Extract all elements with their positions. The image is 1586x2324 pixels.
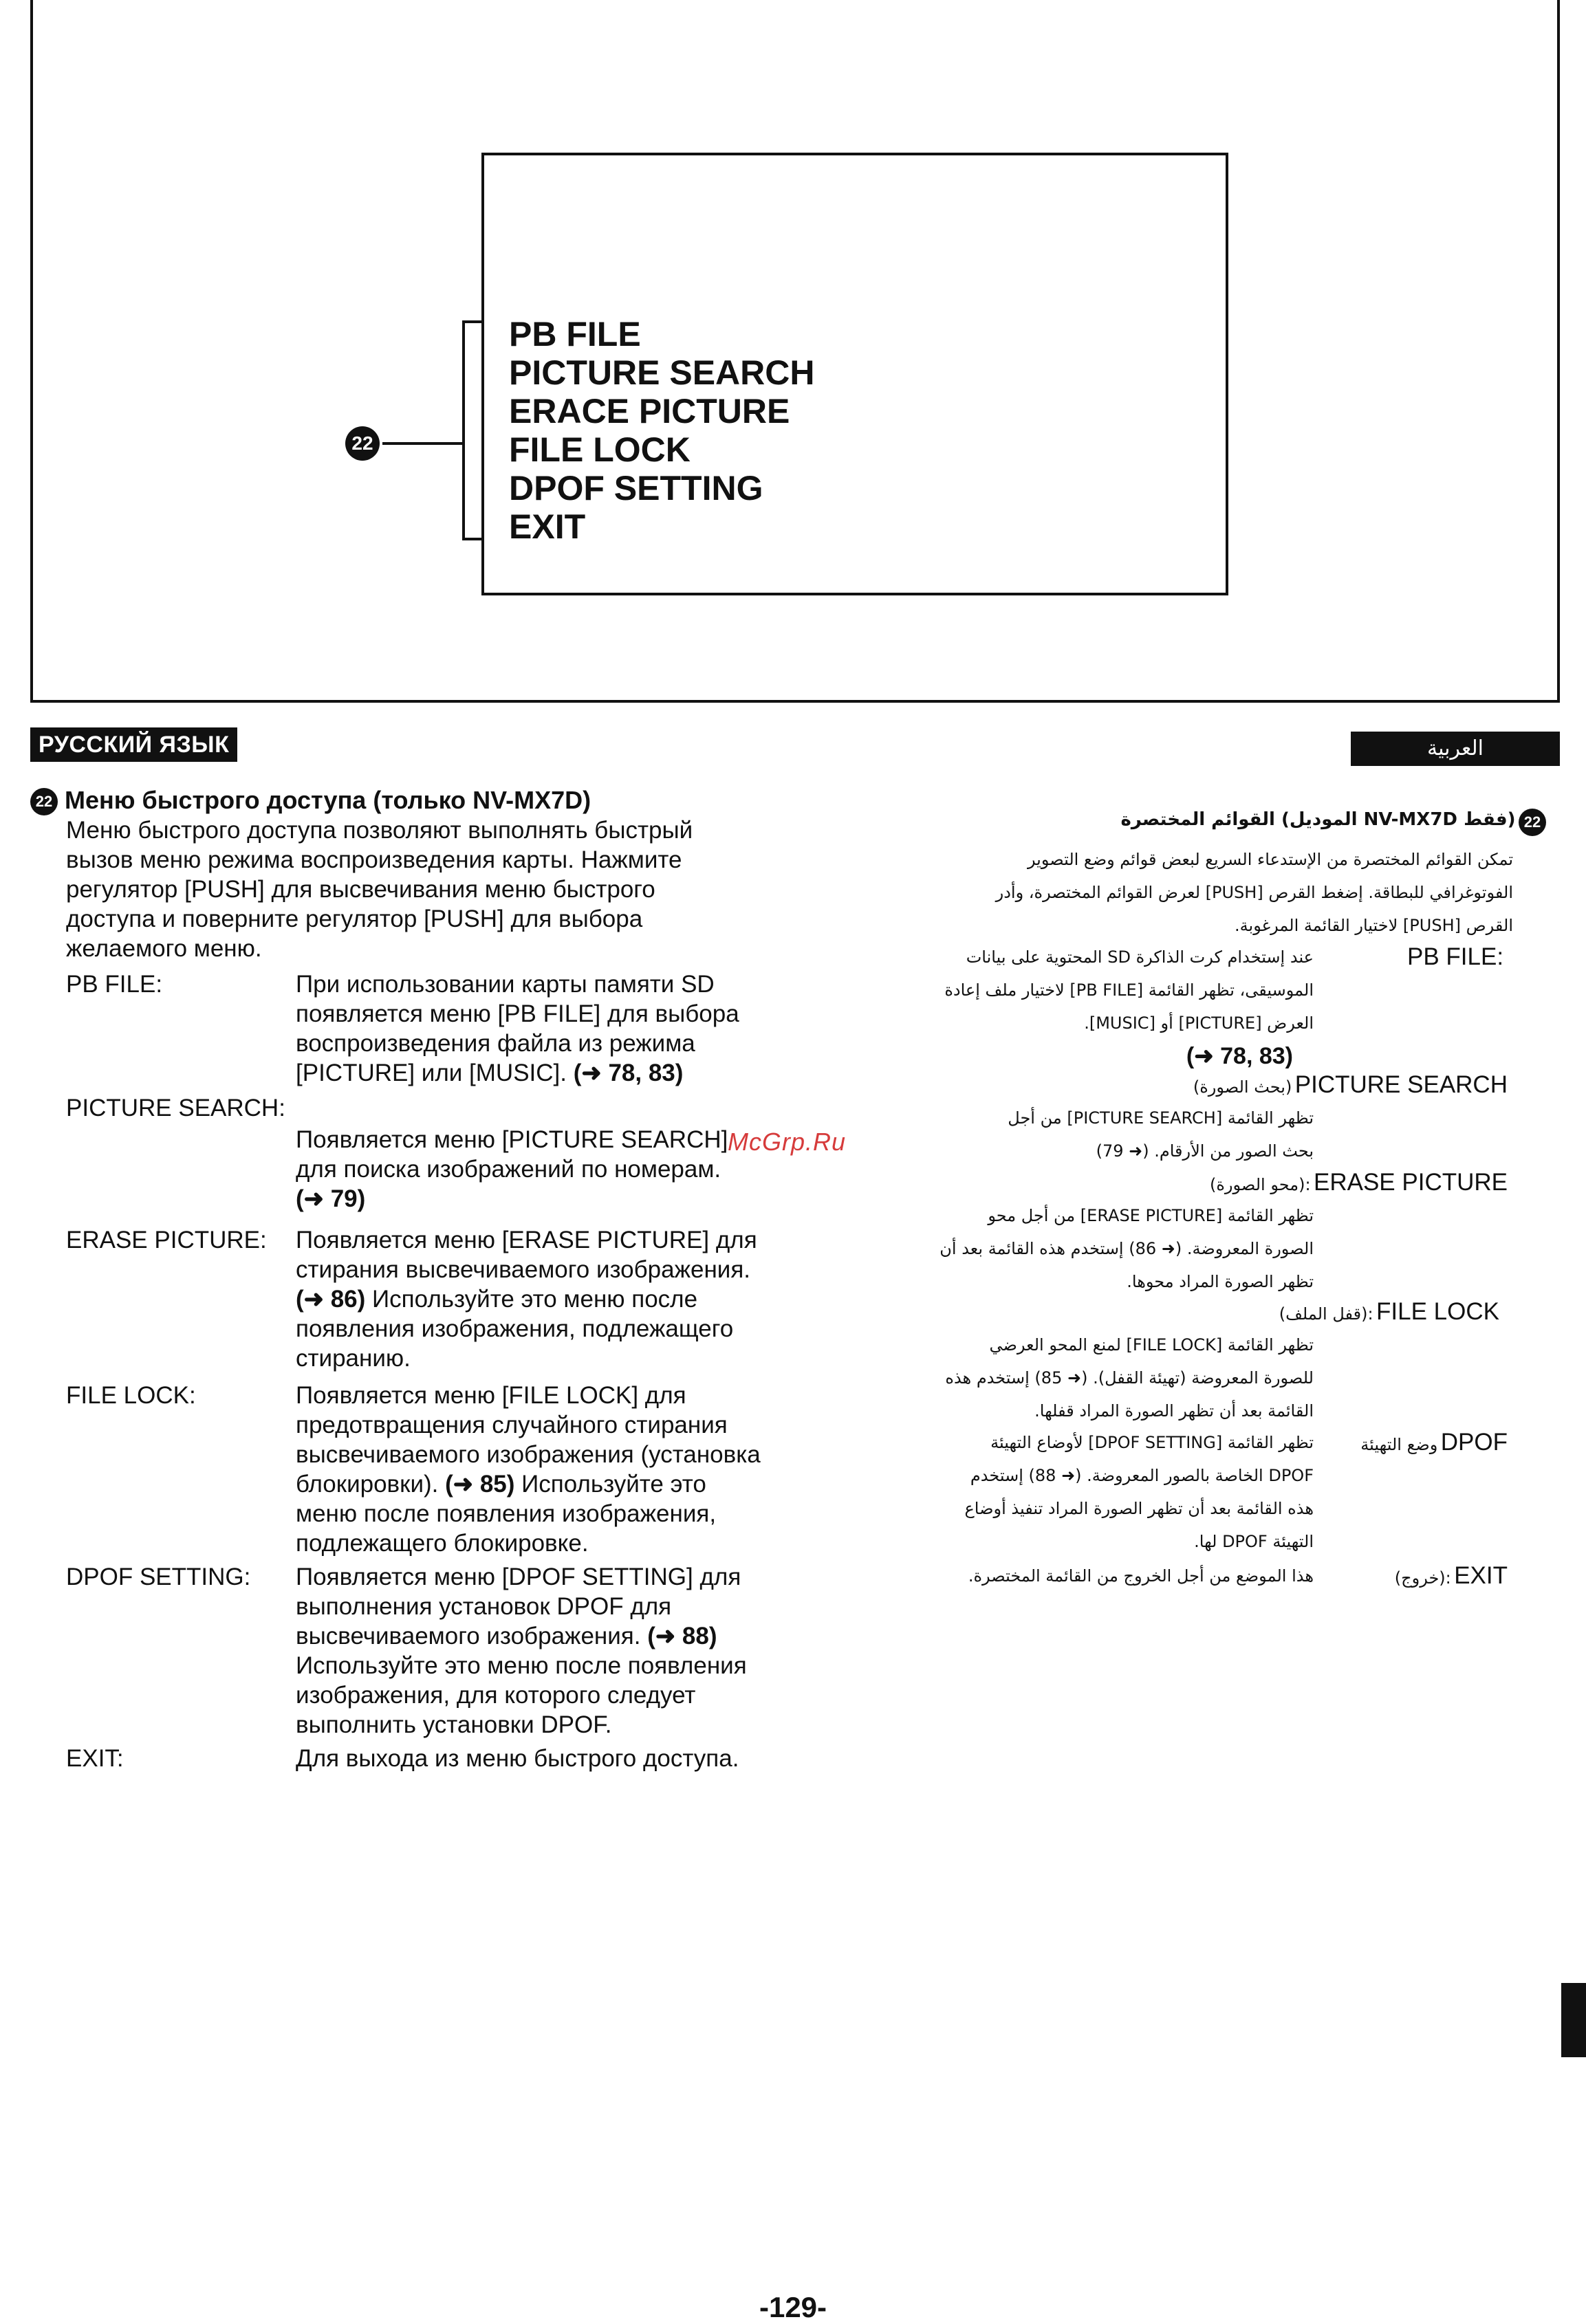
- desc-line: Появляется меню [ERASE PICTURE] для: [296, 1227, 757, 1253]
- term-label: FILE LOCK: [1376, 1298, 1499, 1325]
- russian-intro: [66, 815, 693, 963]
- term-label: PICTURE SEARCH: [1294, 1071, 1508, 1098]
- desc-line: стиранию.: [296, 1345, 411, 1372]
- arabic-heading: [963, 803, 1546, 836]
- desc-line: меню после появления изображения,: [296, 1500, 717, 1527]
- watermark: McGrp.Ru: [728, 1128, 847, 1156]
- term-erase-picture: ERASE PICTURE:: [66, 1227, 267, 1253]
- menu-item-exit: EXIT: [509, 507, 586, 546]
- desc-file-lock-arabic: [873, 1328, 1314, 1427]
- desc-line: تظهر القائمة [FILE LOCK] لمنع المحو العرضي: [989, 1335, 1314, 1355]
- desc-line: стирания высвечиваемого изображения.: [296, 1256, 751, 1283]
- section-label-arabic: العربية: [1351, 732, 1560, 766]
- desc-line: изображения, для которого следует: [296, 1682, 696, 1709]
- desc-line: появляется меню [PB FILE] для выбора: [296, 1000, 739, 1027]
- callout-leader-line: [382, 442, 465, 445]
- page-reference: (➜ 85): [445, 1471, 515, 1498]
- term-file-lock: FILE LOCK:: [66, 1382, 196, 1409]
- desc-pb-file-arabic: [873, 941, 1314, 1073]
- intro-line: Меню быстрого доступа позволяют выполнять быстрый: [66, 817, 693, 844]
- term-erase-picture-arabic: [963, 1166, 1508, 1201]
- section-label-russian: РУССКИЙ ЯЗЫК: [30, 727, 237, 762]
- desc-line: для поиска изображений по номерам.: [296, 1156, 721, 1183]
- desc-line: [296, 1284, 757, 1314]
- desc-line: появления изображения, подлежащего: [296, 1315, 734, 1342]
- page-reference: (➜ 78, 83): [1186, 1043, 1293, 1069]
- arabic-intro: [825, 843, 1513, 942]
- desc-line: предотвращения случайного стирания: [296, 1412, 728, 1438]
- term-pb-file: PB FILE:: [1407, 943, 1504, 970]
- callout-number: 22: [345, 426, 380, 461]
- desc-line: выполнения установок DPOF для: [296, 1593, 672, 1620]
- page-reference: (➜ 79): [296, 1185, 366, 1212]
- menu-item-picture-search: PICTURE SEARCH: [509, 353, 815, 392]
- heading-text: Меню быстрого доступа (только NV-MX7D): [65, 786, 591, 814]
- desc-line: выполнить установки DPOF.: [296, 1711, 612, 1738]
- desc-line: العرض [PICTURE] أو [MUSIC].: [1084, 1013, 1314, 1033]
- desc-line: عند إستخدام كرت الذاكرة SD المحتوية على بيانات: [966, 947, 1314, 967]
- desc-dpof-setting: [296, 1562, 747, 1740]
- desc-line: При использовании карты памяти SD: [296, 971, 715, 998]
- desc-line: تظهر القائمة [DPOF SETTING] لأوضاع التهيئة: [990, 1433, 1314, 1452]
- desc-line: DPOF الخاصة بالصور المعروضة. (➜ 88) إستخدم: [970, 1466, 1314, 1485]
- desc-text: [PICTURE] или [MUSIC].: [296, 1060, 567, 1086]
- term-exit-arabic: [1362, 1559, 1508, 1594]
- desc-line: [296, 1058, 739, 1088]
- term-arabic-text: (محو الصورة):: [1209, 1175, 1311, 1194]
- desc-line: هذه القائمة بعد أن تظهر الصورة المراد تنفيذ أوضاع: [964, 1499, 1314, 1518]
- callout-number: 22: [30, 788, 58, 815]
- page-reference: (➜ 78, 83): [573, 1060, 684, 1086]
- callout-number: 22: [1519, 809, 1546, 836]
- desc-picture-search: [296, 1125, 728, 1214]
- desc-erase-picture-arabic: [873, 1199, 1314, 1298]
- desc-line: تظهر القائمة [PICTURE SEARCH] من أجل: [1008, 1108, 1314, 1128]
- term-exit: EXIT:: [66, 1745, 124, 1772]
- desc-line: القائمة بعد أن تظهر الصورة المراد قفلها.: [1034, 1401, 1314, 1421]
- term-picture-search-arabic: [963, 1068, 1508, 1104]
- menu-bracket: [462, 320, 483, 540]
- term-file-lock-arabic: [963, 1295, 1499, 1330]
- desc-line: [296, 1469, 761, 1499]
- menu-item-pb-file: PB FILE: [509, 315, 641, 353]
- desc-text: высвечиваемого изображения.: [296, 1623, 648, 1649]
- desc-line: التهيئة DPOF لها.: [1194, 1532, 1314, 1551]
- intro-line: الفوتوغرافي للبطاقة. إضغط القرص [PUSH] لعرض القوائم المختصرة، وأدر: [995, 883, 1513, 902]
- desc-line: تظهر الصورة المراد محوها.: [1127, 1272, 1314, 1291]
- term-label: DPOF: [1440, 1429, 1508, 1456]
- desc-text: Используйте это: [514, 1471, 706, 1498]
- desc-dpof-arabic: [873, 1426, 1314, 1558]
- desc-text: Используйте это меню после: [365, 1286, 698, 1313]
- term-arabic-text: (خروج):: [1394, 1568, 1451, 1588]
- term-picture-search: PICTURE SEARCH:: [66, 1095, 285, 1121]
- term-arabic-text: (بحث الصورة): [1193, 1077, 1292, 1097]
- desc-erase-picture: [296, 1225, 757, 1373]
- desc-line: Используйте это меню после появления: [296, 1652, 747, 1679]
- desc-pb-file: [296, 969, 739, 1088]
- term-arabic-text: وضع التهيئة: [1360, 1435, 1438, 1454]
- intro-line: регулятор [PUSH] для высвечивания меню быстрого: [66, 876, 655, 903]
- desc-exit: Для выхода из меню быстрого доступа.: [296, 1745, 739, 1772]
- menu-item-erace-picture: ERACE PICTURE: [509, 392, 790, 430]
- desc-line: подлежащего блокировке.: [296, 1530, 589, 1557]
- term-dpof-arabic: [1327, 1426, 1508, 1461]
- intro-line: вызов меню режима воспроизведения карты. Нажмите: [66, 846, 682, 873]
- page-reference: (➜ 88): [647, 1623, 717, 1649]
- term-arabic-text: (قفل الملف):: [1279, 1304, 1373, 1324]
- desc-line: بحث الصور من الأرقام. (➜ 79): [1096, 1141, 1314, 1161]
- intro-line: تمكن القوائم المختصرة من الإستدعاء السريع لبعض قوائم وضع التصوير: [1027, 850, 1513, 869]
- desc-line: الموسيقى، تظهر القائمة [PB FILE] لاختيار ملف إعادة: [944, 980, 1314, 1000]
- desc-line: للصورة المعروضة (تهيئة القفل). (➜ 85) إستخدم هذه: [945, 1368, 1314, 1388]
- intro-line: доступа и поверните регулятор [PUSH] для выбора: [66, 906, 643, 932]
- desc-line: Появляется меню [PICTURE SEARCH]: [296, 1126, 728, 1153]
- desc-file-lock: [296, 1381, 761, 1558]
- desc-exit-arabic: هذا الموضع من أجل الخروج من القائمة المختصرة.: [968, 1566, 1314, 1586]
- desc-line: воспроизведения файла из режима: [296, 1030, 695, 1057]
- page-reference: (➜ 86): [296, 1286, 366, 1313]
- heading-text: القوائم المختصرة (الموديل NV-MX7D فقط): [1120, 809, 1516, 830]
- term-dpof-setting: DPOF SETTING:: [66, 1564, 251, 1590]
- page-number: -129-: [759, 2291, 827, 2323]
- russian-heading: [30, 785, 591, 815]
- desc-line: высвечиваемого изображения (установка: [296, 1441, 761, 1468]
- desc-line: [296, 1621, 747, 1651]
- intro-line: القرص [PUSH] لاختيار القائمة المرغوبة.: [1235, 916, 1513, 935]
- menu-item-dpof-setting: DPOF SETTING: [509, 469, 763, 507]
- desc-line: الصورة المعروضة. (➜ 86) إستخدم هذه القائمة بعد أن: [939, 1239, 1314, 1258]
- intro-line: желаемого меню.: [66, 935, 262, 962]
- desc-line: Появляется меню [DPOF SETTING] для: [296, 1564, 741, 1590]
- desc-line: Появляется меню [FILE LOCK] для: [296, 1382, 686, 1409]
- term-label: EXIT: [1454, 1562, 1508, 1589]
- term-label: ERASE PICTURE: [1314, 1169, 1508, 1196]
- term-pb-file: PB FILE:: [66, 971, 163, 998]
- side-tab-marker: [1561, 1983, 1586, 2057]
- desc-picture-search-arabic: [873, 1101, 1314, 1168]
- desc-text: блокировки).: [296, 1471, 446, 1498]
- menu-item-file-lock: FILE LOCK: [509, 430, 691, 469]
- desc-line: تظهر القائمة [ERASE PICTURE] من أجل محو: [988, 1206, 1314, 1225]
